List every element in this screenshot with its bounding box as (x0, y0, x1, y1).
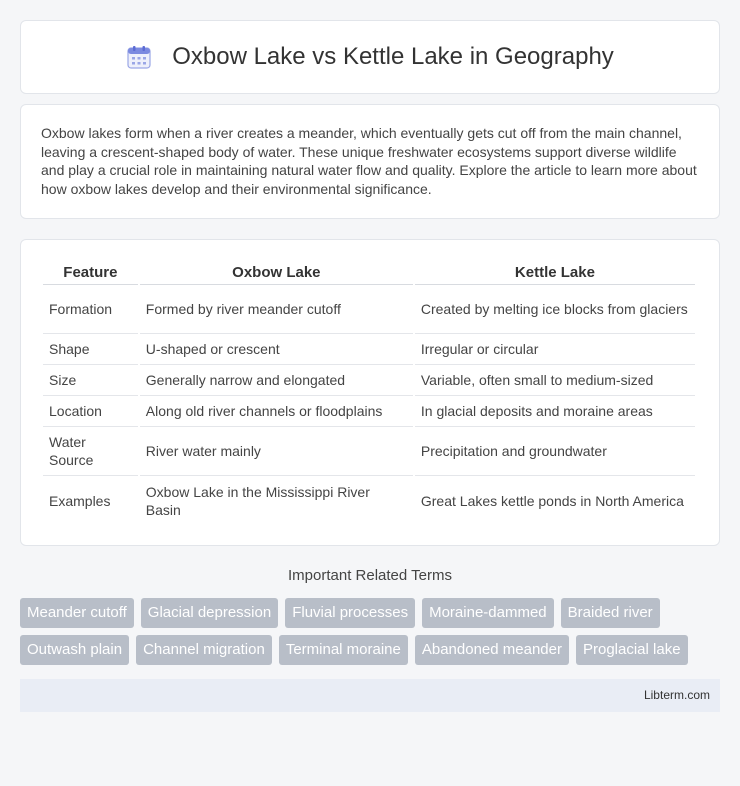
comparison-table (41, 260, 697, 525)
related-term-tag[interactable]: Proglacial lake (576, 635, 688, 665)
table-cell-oxbow: Formed by river meander cutoff (140, 285, 413, 334)
table-cell-kettle: Precipitation and groundwater (415, 427, 695, 476)
related-term-tag[interactable]: Glacial depression (141, 598, 278, 628)
table-row (43, 365, 695, 396)
related-term-tag[interactable]: Fluvial processes (285, 598, 415, 628)
table-row (43, 476, 695, 525)
related-term-tag[interactable]: Abandoned meander (415, 635, 569, 665)
related-term-tag[interactable]: Meander cutoff (20, 598, 134, 628)
table-cell-feature: Water Source (43, 427, 138, 476)
related-terms-list (20, 598, 720, 665)
related-term-tag[interactable]: Terminal moraine (279, 635, 408, 665)
table-cell-oxbow: Along old river channels or floodplains (140, 396, 413, 427)
header-card (20, 20, 720, 94)
table-header-kettle: Kettle Lake (415, 260, 695, 285)
table-cell-feature: Examples (49, 492, 111, 509)
table-cell-oxbow: Generally narrow and elongated (140, 365, 413, 396)
related-term-tag[interactable]: Channel migration (136, 635, 272, 665)
table-row (43, 334, 695, 365)
table-row (43, 285, 695, 334)
related-term-tag[interactable]: Outwash plain (20, 635, 129, 665)
table-header-feature: Feature (43, 260, 138, 285)
table-cell-kettle: Irregular or circular (415, 334, 695, 365)
calendar-icon (126, 44, 152, 70)
table-row (43, 396, 695, 427)
related-terms-title: Important Related Terms (288, 567, 452, 584)
table-cell-feature: Formation (43, 285, 138, 334)
table-cell-feature: Size (43, 365, 138, 396)
related-term-tag[interactable]: Moraine-dammed (422, 598, 554, 628)
page-title: Oxbow Lake vs Kettle Lake in Geography (172, 43, 614, 70)
intro-card (20, 104, 720, 219)
table-cell-kettle: Variable, often small to medium-sized (415, 365, 695, 396)
intro-text: Oxbow lakes form when a river creates a meander, which eventually gets cut off from the main channel, leaving a crescent-shaped body of water. These unique freshwater ecosystems support diverse wildlife and play a crucial role in maintaining natural water flow and quality. Explore the article to learn more about how oxbow lakes develop and their environmental significance. (41, 125, 697, 197)
related-term-tag[interactable]: Braided river (561, 598, 660, 628)
table-row (43, 427, 695, 476)
table-cell-oxbow: U-shaped or crescent (140, 334, 413, 365)
table-cell-kettle: Created by melting ice blocks from glaciers (415, 285, 695, 334)
table-cell-oxbow: Oxbow Lake in the Mississippi River Basin (145, 483, 370, 518)
table-cell-feature: Shape (43, 334, 138, 365)
comparison-table-card (20, 239, 720, 546)
table-cell-oxbow: River water mainly (140, 427, 413, 476)
table-cell-kettle: In glacial deposits and moraine areas (415, 396, 695, 427)
table-cell-kettle: Great Lakes kettle ponds in North America (420, 492, 684, 509)
footer (20, 679, 720, 712)
table-header-row (43, 260, 695, 285)
table-cell-feature: Location (43, 396, 138, 427)
footer-brand-link[interactable]: Libterm.com (643, 688, 710, 702)
table-header-oxbow: Oxbow Lake (140, 260, 413, 285)
